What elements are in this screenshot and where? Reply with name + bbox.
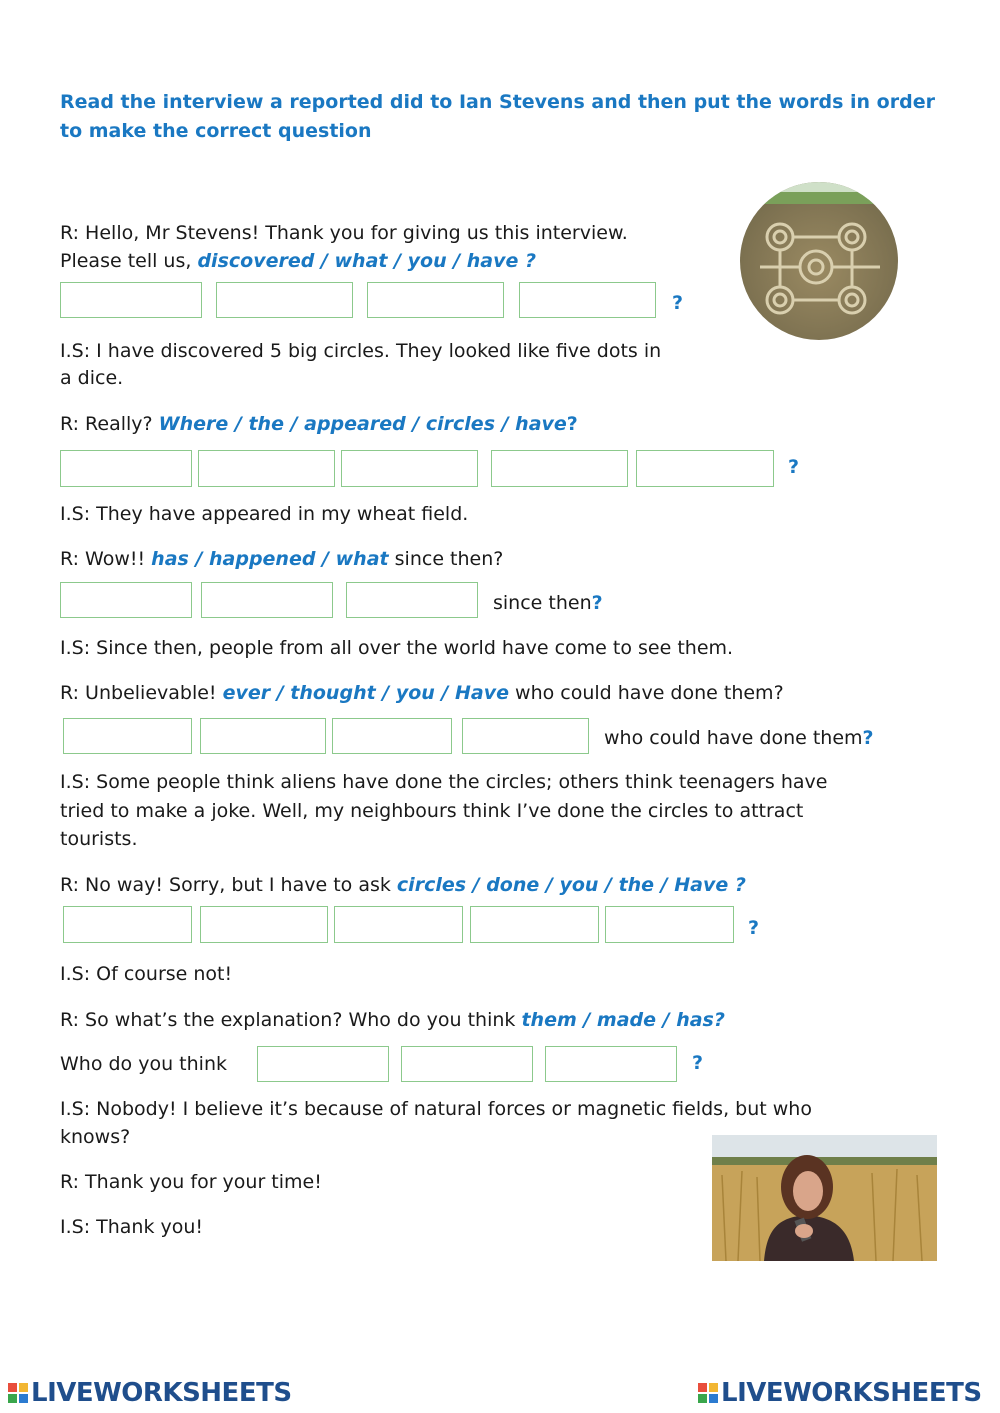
answer-text-1-line1: I.S: I have discovered 5 big circles. They looked like five dots in <box>60 340 662 362</box>
answer-4-question-mark: ? <box>862 727 874 749</box>
question-2-keywords: Where / the / appeared / circles / have <box>158 413 567 435</box>
answer-6-prefix: Who do you think <box>60 1053 227 1075</box>
answer-3-box-2[interactable] <box>201 582 333 618</box>
answer-6-box-2[interactable] <box>401 1046 533 1082</box>
answer-text-4-line2: tried to make a joke. Well, my neighbours think I’ve done the circles to attract <box>60 800 804 822</box>
answer-1-box-3[interactable] <box>367 282 504 318</box>
answer-text-5: I.S: Of course not! <box>60 963 233 985</box>
answer-4-box-1[interactable] <box>63 718 192 754</box>
question-1-keywords: discovered / what / you / have ? <box>197 250 537 272</box>
answer-2-box-1[interactable] <box>60 450 192 487</box>
answer-1-box-1[interactable] <box>60 282 202 318</box>
answer-1-question-mark: ? <box>672 292 684 314</box>
liveworksheets-badge-icon <box>698 1383 718 1403</box>
question-2: R: Really? Where / the / appeared / circles / have? <box>60 413 578 435</box>
answer-5-box-2[interactable] <box>200 906 328 943</box>
answer-6-question-mark: ? <box>692 1052 704 1074</box>
answer-text-6-line1: I.S: Nobody! I believe it’s because of natural forces or magnetic fields, but who <box>60 1098 812 1120</box>
answer-text-6-line2: knows? <box>60 1126 131 1148</box>
answer-1-box-2[interactable] <box>216 282 353 318</box>
answer-2-question-mark: ? <box>788 456 800 478</box>
crop-circle-image <box>740 182 898 340</box>
question-6: R: So what’s the explanation? Who do you think them / made / has? <box>60 1009 725 1031</box>
answer-text-4-line1: I.S: Some people think aliens have done the circles; others think teenagers have <box>60 771 828 793</box>
question-5: R: No way! Sorry, but I have to ask circles / done / you / the / Have ? <box>60 874 746 896</box>
question-4: R: Unbelievable! ever / thought / you / Have who could have done them? <box>60 682 784 704</box>
answer-6-box-1[interactable] <box>257 1046 389 1082</box>
liveworksheets-logo-right: LIVEWORKSHEETS <box>698 1378 982 1408</box>
answer-5-box-4[interactable] <box>470 906 599 943</box>
question-3: R: Wow!! has / happened / what since then? <box>60 548 504 570</box>
answer-text-2: I.S: They have appeared in my wheat field. <box>60 503 469 525</box>
answer-4-suffix: who could have done them? <box>604 727 874 749</box>
answer-4-box-4[interactable] <box>462 718 589 754</box>
answer-3-suffix: since then? <box>493 592 603 614</box>
answer-5-box-1[interactable] <box>63 906 192 943</box>
question-1-line2: Please tell us, discovered / what / you / have ? <box>60 250 537 272</box>
closing-ian-stevens: I.S: Thank you! <box>60 1216 204 1238</box>
answer-2-box-3[interactable] <box>341 450 478 487</box>
answer-2-box-5[interactable] <box>636 450 774 487</box>
question-1-line1: R: Hello, Mr Stevens! Thank you for giving us this interview. <box>60 222 628 244</box>
liveworksheets-badge-icon <box>8 1383 28 1403</box>
answer-4-box-3[interactable] <box>332 718 452 754</box>
answer-3-box-3[interactable] <box>346 582 478 618</box>
answer-text-4-line3: tourists. <box>60 828 138 850</box>
answer-text-3: I.S: Since then, people from all over the world have come to see them. <box>60 637 734 659</box>
answer-3-box-1[interactable] <box>60 582 192 618</box>
closing-reporter: R: Thank you for your time! <box>60 1171 322 1193</box>
answer-1-box-4[interactable] <box>519 282 656 318</box>
instructions: Read the interview a reported did to Ian Stevens and then put the words in order to make the correct question <box>60 91 935 142</box>
liveworksheets-logo-left: LIVEWORKSHEETS <box>8 1378 292 1408</box>
answer-5-box-3[interactable] <box>334 906 463 943</box>
question-4-keywords: ever / thought / you / Have <box>222 682 509 704</box>
answer-5-box-5[interactable] <box>605 906 734 943</box>
answer-2-box-2[interactable] <box>198 450 335 487</box>
question-5-keywords: circles / done / you / the / Have ? <box>396 874 746 896</box>
question-3-keywords: has / happened / what <box>151 548 389 570</box>
reporter-photo <box>712 1135 937 1261</box>
answer-6-box-3[interactable] <box>545 1046 677 1082</box>
answer-5-question-mark: ? <box>748 917 760 939</box>
answer-4-box-2[interactable] <box>200 718 326 754</box>
answer-3-question-mark: ? <box>591 592 603 614</box>
answer-2-box-4[interactable] <box>491 450 628 487</box>
answer-text-1-line2: a dice. <box>60 367 124 389</box>
question-6-keywords: them / made / has? <box>521 1009 725 1031</box>
